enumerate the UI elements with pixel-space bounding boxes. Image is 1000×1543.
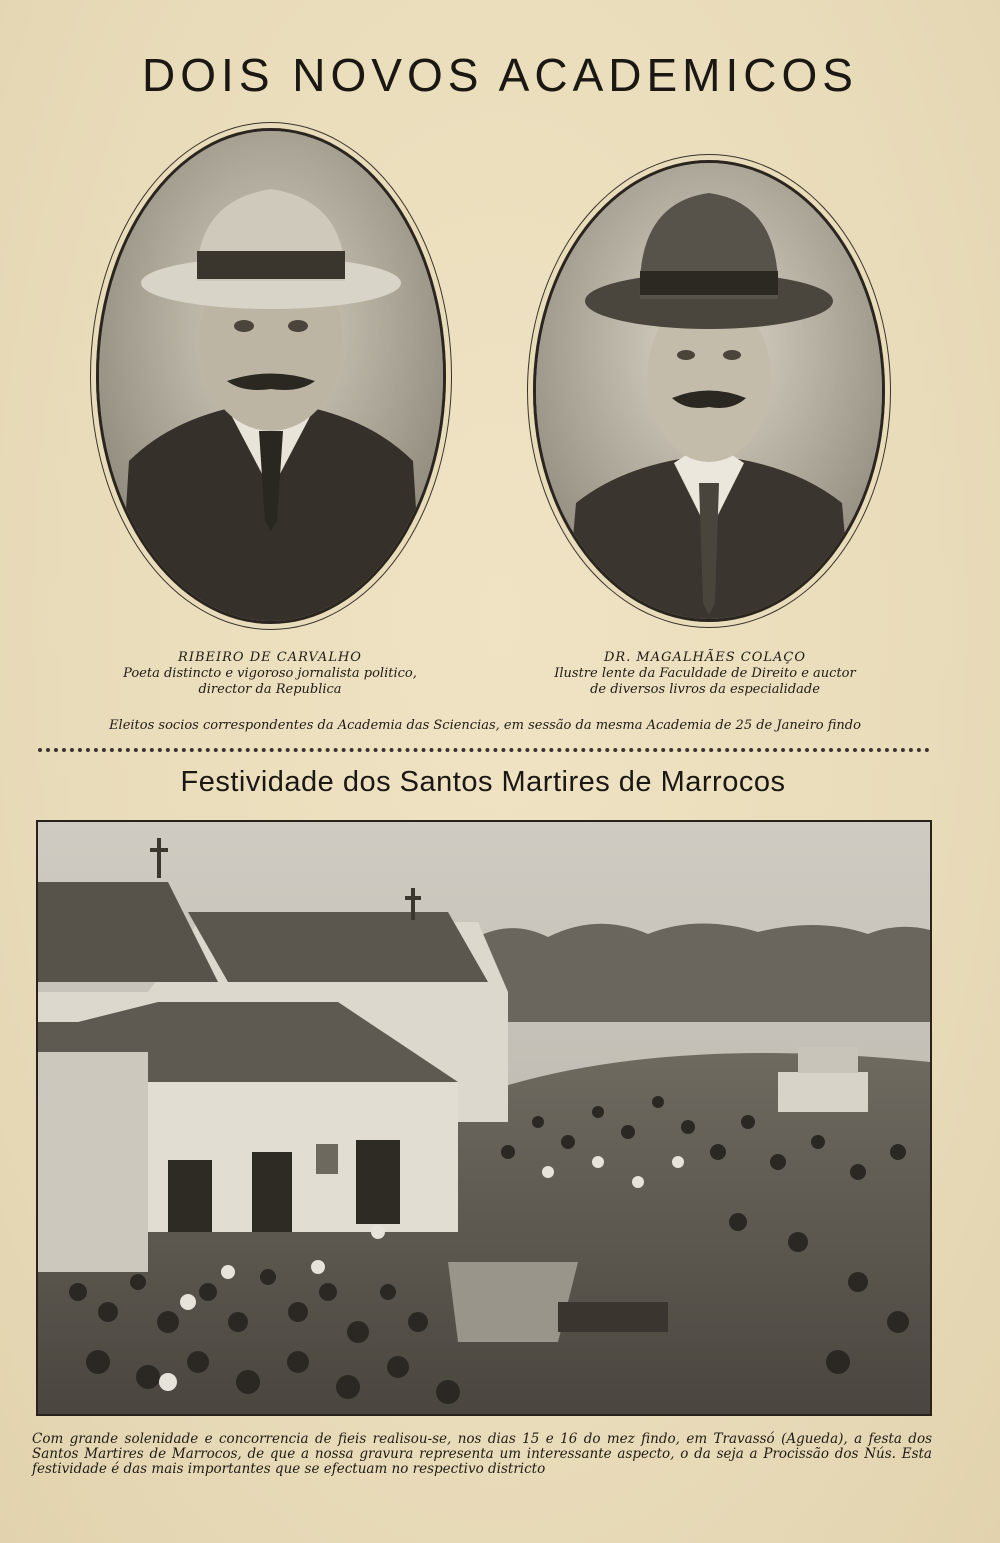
portrait-caption-1	[90, 650, 450, 698]
section-title: Festividade dos Santos Martires de Marrocos	[180, 766, 786, 798]
elected-caption: Eleitos socios correspondentes da Academia das Sciencias, em sessão da mesma Academia de 25 de Janeiro findo	[109, 718, 861, 733]
portrait-description-line: Poeta distincto e vigoroso jornalista politico,	[123, 666, 417, 681]
procession-photo	[36, 820, 932, 1416]
photo-caption: Com grande solenidade e concorrencia de fieis realisou-se, nos dias 15 e 16 do mez findo, em Travassó (Agueda), a festa dos Santos Martires de Marrocos, de que a nossa gravura representa um interessante aspecto, o da seja a Procissão dos Nús. Esta festividade é das mais importantes que se efectuam no respectivo districto	[32, 1431, 932, 1477]
portrait-ribeiro-de-carvalho	[96, 128, 446, 624]
page-headline: DOIS NOVOS ACADEMICOS	[142, 49, 858, 101]
portrait-caption-2	[520, 650, 890, 698]
portrait-description-line: director da Republica	[198, 682, 342, 697]
portrait-name: RIBEIRO DE CARVALHO	[178, 650, 362, 665]
portrait-name: DR. MAGALHÃES COLAÇO	[603, 650, 807, 665]
dotted-divider	[38, 748, 930, 752]
portrait-magalhaes-colaco	[533, 160, 885, 622]
portrait-description-line: de diversos livros da especialidade	[590, 682, 820, 697]
portrait-description-line: Ilustre lente da Faculdade de Direito e auctor	[554, 666, 856, 681]
